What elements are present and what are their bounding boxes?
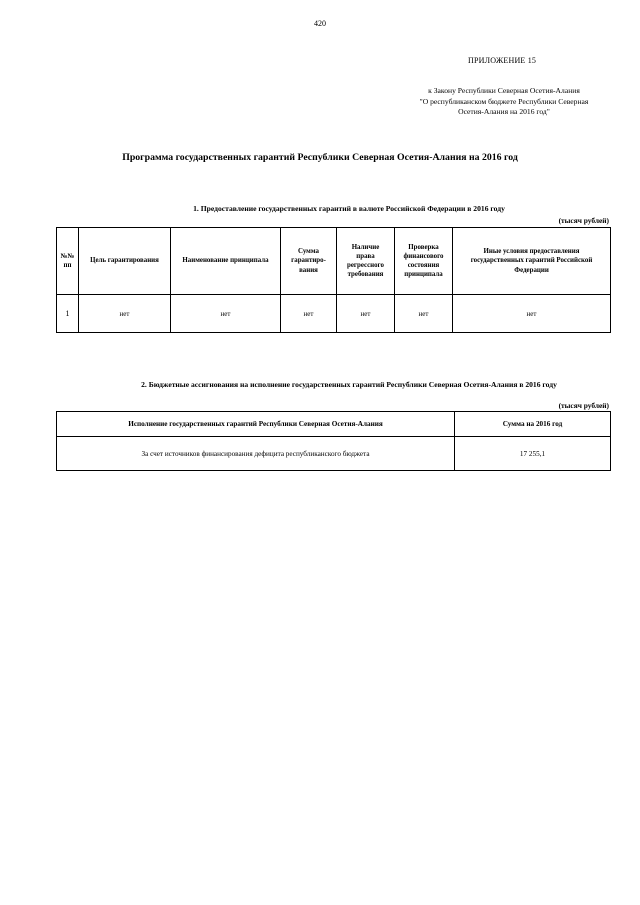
cell-regress: нет bbox=[337, 295, 395, 333]
appendix-title: ПРИЛОЖЕНИЕ 15 bbox=[468, 56, 537, 65]
cell-amount: нет bbox=[281, 295, 337, 333]
header-principal: Наименование принципала bbox=[171, 228, 281, 295]
header-regress-line: права bbox=[356, 252, 375, 260]
header-amount-line: Сумма bbox=[298, 248, 319, 256]
header-regress-line: Наличие bbox=[351, 243, 380, 251]
law-reference bbox=[396, 86, 612, 118]
header-other-line: государственных гарантий Российской bbox=[470, 257, 593, 265]
cell-value: 17 255,1 bbox=[455, 437, 611, 471]
header-execution: Исполнение государственных гарантий Республики Северная Осетия-Алания bbox=[57, 412, 455, 437]
header-purpose: Цель гарантирования bbox=[79, 228, 171, 295]
law-reference-line-2: "О республиканском бюджете Республики Северная bbox=[419, 96, 589, 106]
page-number: 420 bbox=[314, 19, 326, 28]
header-check-line: состояния bbox=[407, 262, 440, 269]
guarantees-table bbox=[56, 227, 611, 333]
header-regress-line: регрессного bbox=[347, 262, 384, 269]
guarantees-table-header bbox=[57, 228, 611, 295]
header-sum: Сумма на 2016 год bbox=[455, 412, 611, 437]
law-reference-line-3: Осетия-Алания на 2016 год" bbox=[458, 107, 550, 116]
header-regress bbox=[337, 228, 395, 295]
header-other-line: Федерации bbox=[514, 266, 549, 274]
cell-principal: нет bbox=[171, 295, 281, 333]
cell-source: За счет источников финансирования дефицита республиканского бюджета bbox=[57, 437, 455, 471]
header-check-line: Проверка bbox=[408, 243, 439, 251]
header-num bbox=[57, 228, 79, 295]
section-2-title: 2. Бюджетные ассигнования на исполнение государственных гарантий Республики Северная Осетия-Алания в 2016 году bbox=[141, 380, 557, 389]
header-check-line: принципала bbox=[404, 271, 443, 279]
table-row bbox=[57, 437, 611, 471]
section-2-unit: (тысяч рублей) bbox=[558, 401, 609, 410]
cell-purpose: нет bbox=[79, 295, 171, 333]
document-title: Программа государственных гарантий Республики Северная Осетия-Алания на 2016 год bbox=[122, 152, 518, 163]
cell-other: нет bbox=[453, 295, 611, 333]
header-other-line: Иные условия предоставления bbox=[483, 248, 580, 256]
header-amount bbox=[281, 228, 337, 295]
header-amount-line: гарантиро- bbox=[291, 257, 326, 265]
header-other bbox=[453, 228, 611, 295]
header-check bbox=[395, 228, 453, 295]
table-row bbox=[57, 295, 611, 333]
law-reference-line-1: к Закону Республики Северная Осетия-Алания bbox=[428, 86, 580, 95]
header-check-line: финансового bbox=[403, 252, 444, 260]
section-1-unit: (тысяч рублей) bbox=[558, 216, 609, 225]
header-amount-line: вания bbox=[299, 266, 318, 274]
section-1-title: 1. Предоставление государственных гарантий в валюте Российской Федерации в 2016 году bbox=[193, 204, 505, 213]
header-num-line: пп bbox=[63, 262, 72, 269]
allocations-table bbox=[56, 411, 611, 471]
header-num-line: №№ bbox=[60, 252, 75, 260]
allocations-table-header bbox=[57, 412, 611, 437]
cell-check: нет bbox=[395, 295, 453, 333]
cell-num: 1 bbox=[57, 295, 79, 333]
header-regress-line: требования bbox=[347, 271, 384, 279]
